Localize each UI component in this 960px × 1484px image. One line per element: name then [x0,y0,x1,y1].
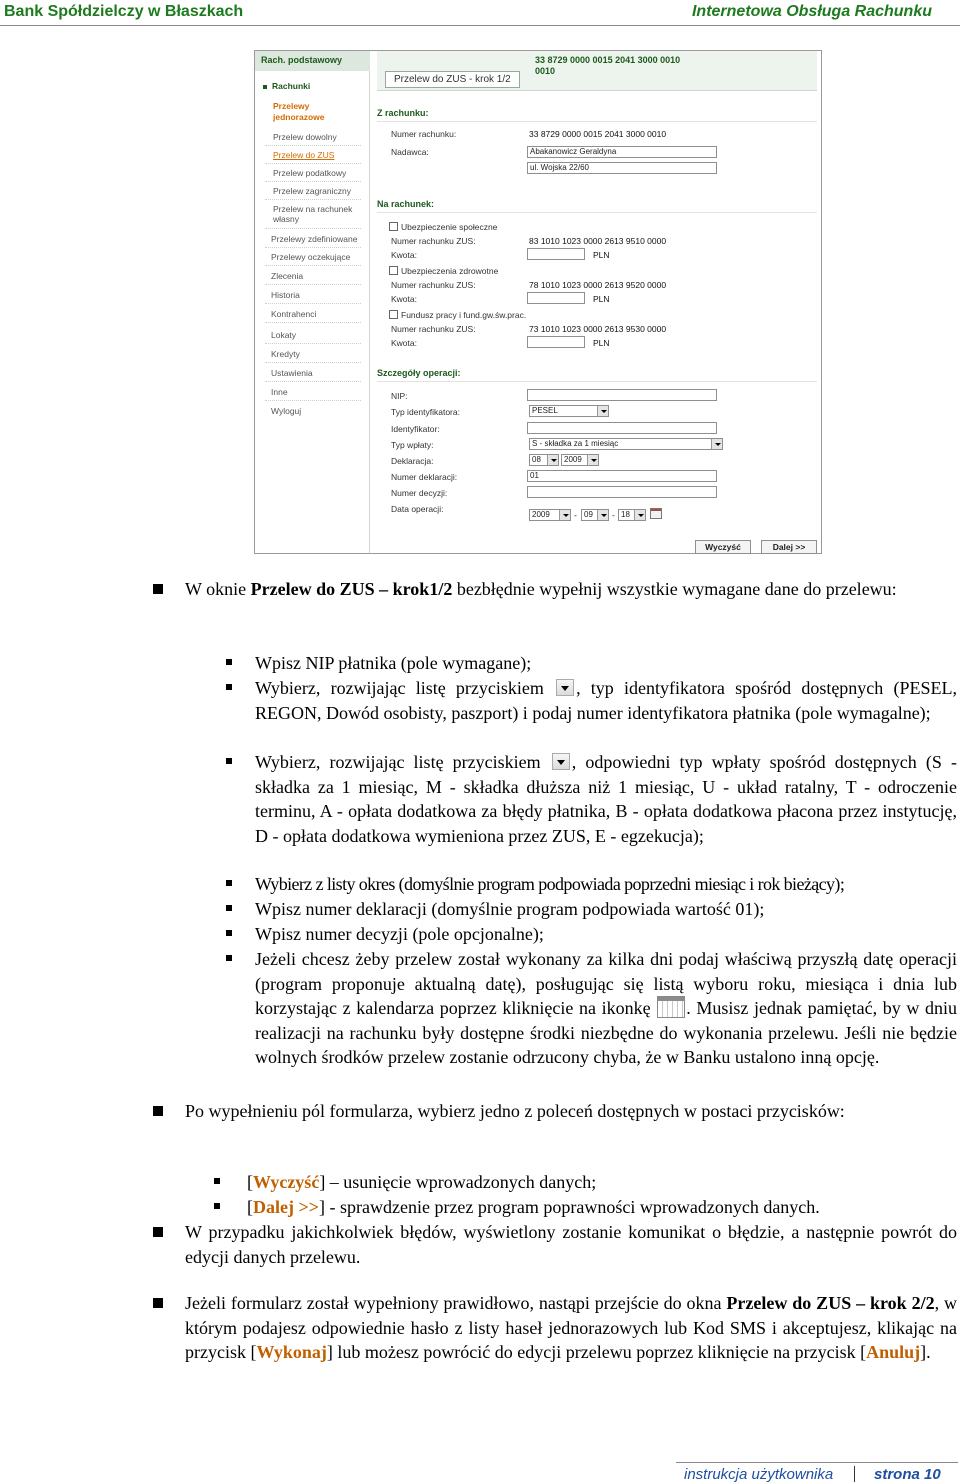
date-separator: - [612,510,615,520]
zus-account-1: 83 1010 1023 0000 2613 9510 0000 [529,236,667,246]
account-selector[interactable]: Rach. podstawowy [255,51,370,71]
calendar-icon[interactable] [650,508,662,519]
bullet-icon [226,955,232,961]
chevron-down-icon[interactable] [711,439,722,449]
paragraph-errors: W przypadku jakichkolwiek błędów, wyświetlony zostanie komunikat o błędzie, a następnie powrót do edycji danych przelewu. [185,1222,957,1267]
amount-label: Kwota: [391,294,417,304]
divider [377,381,817,382]
bullet-icon [153,584,163,594]
from-section-title: Z rachunku: [377,108,429,118]
labour-fund-label: Fundusz pracy i fund.gw.św.prac. [401,310,527,320]
clear-button-description: [Wyczyść] – usunięcie wprowadzonych danych; [247,1172,597,1192]
divider [265,145,361,146]
sidebar-item-defined[interactable]: Przelewy zdefiniowane [271,234,358,244]
next-button[interactable]: Dalej >> [761,540,817,554]
nip-label: NIP: [391,391,408,401]
identifier-input[interactable] [527,422,717,434]
divider [265,247,361,248]
sidebar [255,51,370,553]
sidebar-item-tax-transfer[interactable]: Przelew podatkowy [273,168,347,178]
details-section-title: Szczegóły operacji: [377,368,461,378]
declaration-month-select[interactable]: 08 [529,454,559,466]
currency: PLN [593,250,610,260]
step-id-type: Wybierz, rozwijając listę przyciskiem , typ identyfikatora spośród dostępnych (PESEL, REGON, Dowód osobisty, paszport) i podaj numer identyfikatora płatnika (pole wymagalne); [255,678,957,723]
operation-month-select[interactable]: 09 [581,509,609,521]
divider [265,228,361,229]
date-separator: - [574,510,577,520]
divider [265,303,361,304]
bullet-icon [226,758,232,764]
divider [377,212,817,213]
chevron-down-icon[interactable] [547,455,558,465]
calendar-icon [657,996,685,1018]
chevron-down-icon[interactable] [587,455,598,465]
step-operation-date: Jeżeli chcesz żeby przelew został wykonany za kilka dni podaj właściwą przyszłą datę operacji (program proponuje aktualną datę), posługując się listą wyboru roku, miesiąca i dnia lub korzystając z kalendarza poprzez kliknięcie na ikonkę . Musisz jednak pamiętać, by w dniu realizacji na rachunku były dostępne środki niezbędne do wykonania przelewu. Jeśli nie będzie wolnych środków przelew zostanie odrzucony chyba, że w Banku ustalono inną opcję. [255,949,957,1067]
sender-address-field[interactable]: ul. Wojska 22/60 [527,162,717,174]
labour-fund-checkbox[interactable] [389,310,398,319]
bullet-icon [153,1227,163,1237]
operation-year-select[interactable]: 2009 [529,509,571,521]
sender-name-field[interactable]: Abakanowicz Geraldyna [527,146,717,158]
paragraph-after-filling: Po wypełnieniu pól formularza, wybierz jedno z poleceń dostępnych w postaci przycisków: [185,1101,845,1121]
bullet-icon [226,930,232,936]
paragraph-intro: W oknie Przelew do ZUS – krok1/2 bezbłędnie wypełnij wszystkie wymagane dane do przelewu: [185,579,897,599]
declaration-year-select[interactable]: 2009 [561,454,599,466]
bank-name: Bank Spółdzielczy w Błaszkach [4,3,244,20]
from-number-label: Numer rachunku: [391,129,457,139]
declaration-label: Deklaracja: [391,456,434,466]
bullet-icon [226,684,232,690]
zus-account-label: Numer rachunku ZUS: [391,324,476,334]
bullet-icon [226,880,232,886]
divider [265,163,361,164]
bullet-icon [226,905,232,911]
paragraph-step2: Jeżeli formularz został wypełniony prawidłowo, nastąpi przejście do okna Przelew do ZUS – krok 2/2, w którym podajesz odpowiednie hasło z listy haseł jednorazowych lub Kod SMS i akceptujesz, klikając na przycisk [Wykonaj] lub możesz powrócić do edycji przelewu poprzez kliknięcie na przycisk [Anuluj]. [185,1293,957,1362]
decision-number-label: Numer decyzji: [391,488,448,498]
chevron-down-icon[interactable] [634,510,645,520]
divider [265,381,361,382]
step-nip: Wpisz NIP płatnika (pole wymagane); [255,653,532,673]
sidebar-item-accounts[interactable]: Rachunki [263,81,310,91]
zus-account-label: Numer rachunku ZUS: [391,236,476,246]
dropdown-arrow-icon [552,753,570,770]
step-decision-number: Wpisz numer decyzji (pole opcjonalne); [255,924,544,944]
sidebar-item-orders[interactable]: Zlecenia [271,271,304,281]
divider [265,284,361,285]
amount-input-1[interactable] [527,248,585,260]
declaration-number-input[interactable]: 01 [527,470,717,482]
divider [265,265,361,266]
divider [265,343,361,344]
clear-button[interactable]: Wyczyść [695,540,751,554]
operation-date-label: Data operacji: [391,504,444,514]
tab-zus-step1[interactable]: Przelew do ZUS - krok 1/2 [385,71,520,88]
zus-account-2: 78 1010 1023 0000 2613 9520 0000 [529,280,667,290]
divider [265,199,361,200]
footer-doc-title: instrukcja użytkownika [684,1466,834,1483]
sidebar-item-zus-transfer[interactable]: Przelew do ZUS [273,150,335,160]
amount-label: Kwota: [391,250,417,260]
page-header [0,0,960,26]
zus-account-3: 73 1010 1023 0000 2613 9530 0000 [529,324,667,334]
page-number: strona 10 [874,1466,941,1483]
dropdown-arrow-icon [556,679,574,696]
divider [265,181,361,182]
sidebar-item-foreign-transfer[interactable]: Przelew zagraniczny [273,186,351,196]
decision-number-input[interactable] [527,486,717,498]
zus-transfer-screenshot [254,50,822,554]
amount-input-2[interactable] [527,292,585,304]
divider [854,1466,855,1482]
divider [265,400,361,401]
sidebar-item-free-transfer[interactable]: Przelew dowolny [273,132,337,142]
divider [265,362,361,363]
bullet-icon [214,1178,220,1184]
amount-input-3[interactable] [527,336,585,348]
bullet-icon [153,1298,163,1308]
social-insurance-label: Ubezpieczenie społeczne [401,222,498,232]
sidebar-item-settings[interactable]: Ustawienia [271,368,313,378]
zus-account-label: Numer rachunku ZUS: [391,280,476,290]
identifier-label: Identyfikator: [391,424,440,434]
to-section-title: Na rachunek: [377,199,435,209]
nip-input[interactable] [527,389,717,401]
sidebar-item-history[interactable]: Historia [271,290,300,300]
next-button-description: [Dalej >>] - sprawdzenie przez program poprawności wprowadzonych danych. [247,1197,820,1217]
sidebar-item-logout[interactable]: Wyloguj [271,406,302,416]
divider [377,121,817,122]
payment-type-label: Typ wpłaty: [391,440,434,450]
currency: PLN [593,338,610,348]
sidebar-item-pending[interactable]: Przelewy oczekujące [271,252,351,262]
page-footer [676,1462,958,1483]
header-title: Internetowa Obsługa Rachunku [691,3,932,20]
bullet-icon [263,85,267,89]
step-period: Wybierz z listy okres (domyślnie program podpowiada poprzedni miesiąc i rok bieżący); [255,874,845,894]
declaration-number-label: Numer deklaracji: [391,472,458,482]
social-insurance-checkbox[interactable] [389,222,398,231]
bullet-icon [214,1203,220,1209]
bullet-icon [226,659,232,665]
sidebar-item-one-time-transfers[interactable]: Przelewy jednorazowe [273,101,325,122]
id-type-select[interactable]: PESEL [529,405,609,417]
sidebar-item-loans[interactable]: Kredyty [271,349,300,359]
divider [265,322,361,323]
payment-type-select[interactable]: S - składka za 1 miesiąc [529,438,723,450]
step-declaration-number: Wpisz numer deklaracji (domyślnie program podpowiada wartość 01); [255,899,765,919]
amount-label: Kwota: [391,338,417,348]
sidebar-item-contractors[interactable]: Kontrahenci [271,309,317,319]
top-account-number: 33 8729 0000 0015 2041 3000 0010 0010 [535,55,681,76]
chevron-down-icon[interactable] [597,406,608,416]
operation-day-select[interactable]: 18 [618,509,646,521]
health-insurance-checkbox[interactable] [389,266,398,275]
health-insurance-label: Ubezpieczenia zdrowotne [401,266,499,276]
sidebar-item-other[interactable]: Inne [271,387,288,397]
chevron-down-icon[interactable] [559,510,570,520]
step-payment-type: Wybierz, rozwijając listę przyciskiem , odpowiedni typ wpłaty spośród dostępnych (S -składka za 1 miesiąc, M - składka dłuższa niż 1 miesiąc, U - układ ratalny, T - odroczenie terminu, A - opłata dodatkowa za błędy płatnika, B - opłata dodatkowa płacona przez instytucję, D - opłata dodatkowa wymieniona przez ZUS, E - egzekucja); [255,752,957,846]
id-type-label: Typ identyfikatora: [391,407,460,417]
currency: PLN [593,294,610,304]
sidebar-item-own-transfer[interactable]: Przelew na rachunek własny [273,204,353,224]
from-number: 33 8729 0000 0015 2041 3000 0010 [529,129,667,139]
chevron-down-icon[interactable] [597,510,608,520]
sender-label: Nadawca: [391,147,429,157]
bullet-icon [153,1106,163,1116]
sidebar-item-deposits[interactable]: Lokaty [271,330,297,340]
